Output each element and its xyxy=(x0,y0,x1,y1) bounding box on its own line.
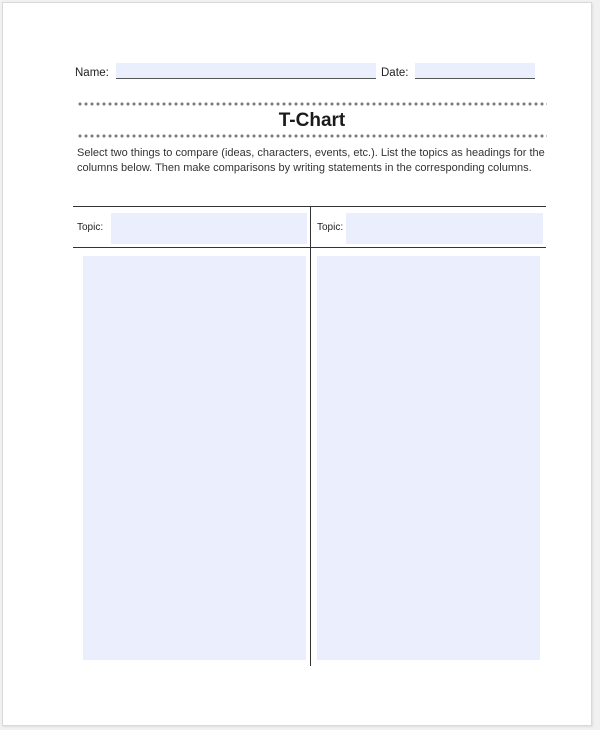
worksheet-page xyxy=(2,2,592,726)
name-date-row xyxy=(75,63,545,83)
chart-center-rule xyxy=(310,206,311,666)
right-topic-field[interactable] xyxy=(346,213,543,244)
date-field[interactable] xyxy=(415,63,535,79)
right-column-field[interactable] xyxy=(317,256,540,660)
instructions-text: Select two things to compare (ideas, characters, events, etc.). List the topics as headings for the columns below. Then make comparisons by writing statements in the corresponding columns. xyxy=(77,147,545,174)
right-topic-label: Topic: xyxy=(317,222,344,233)
name-label: Name: xyxy=(75,67,109,79)
page-title: T-Chart xyxy=(278,110,346,131)
date-label: Date: xyxy=(381,67,409,79)
name-field[interactable] xyxy=(116,63,376,79)
left-topic-label: Topic: xyxy=(77,222,104,233)
left-column-field[interactable] xyxy=(83,256,306,660)
left-topic-field[interactable] xyxy=(111,213,307,244)
dotted-divider-bottom xyxy=(77,134,547,138)
dotted-divider-top xyxy=(77,102,547,106)
